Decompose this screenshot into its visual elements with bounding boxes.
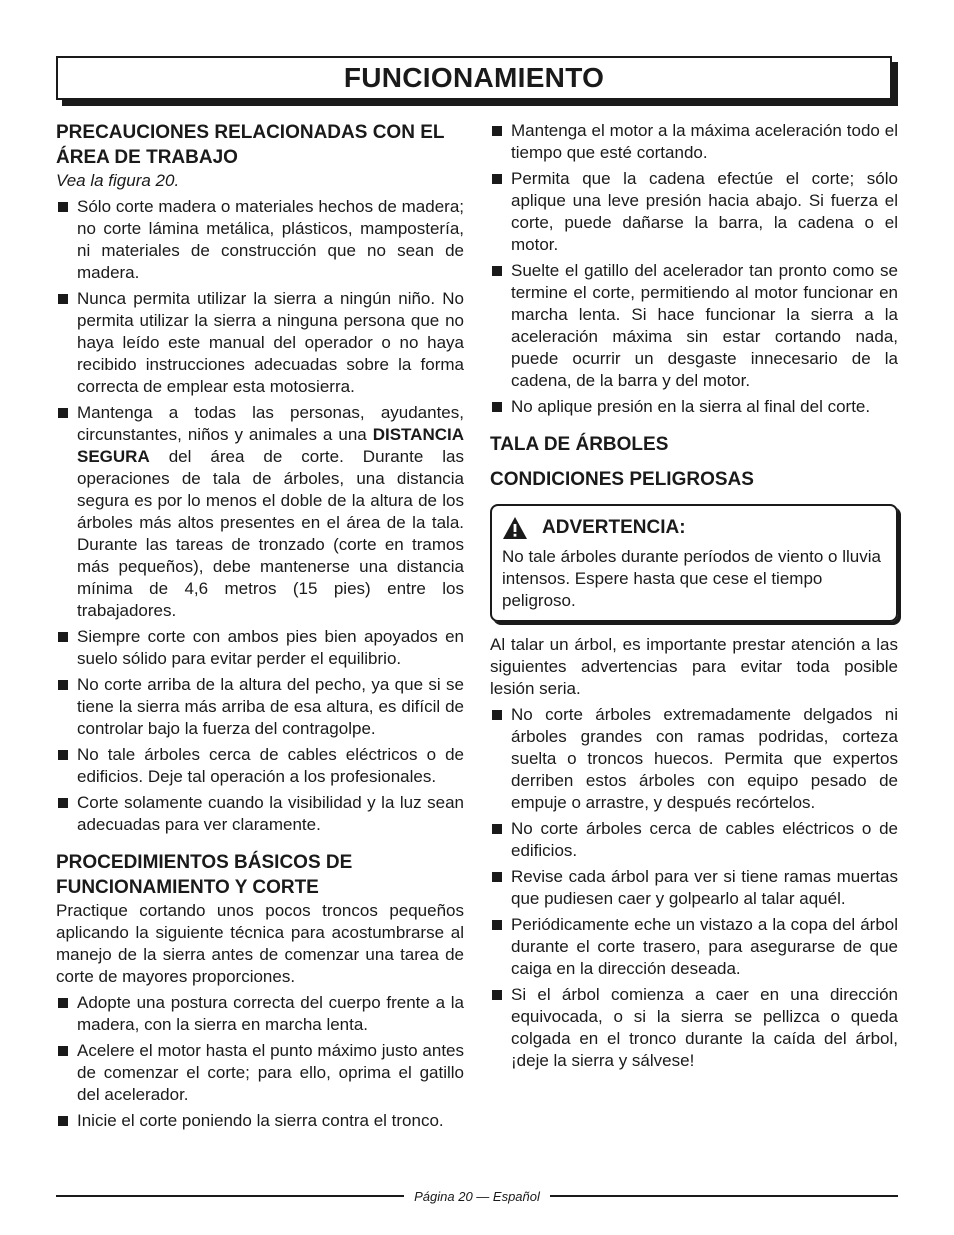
- bullet-square-icon: [58, 1046, 68, 1056]
- list-item: Sólo corte madera o materiales hechos de madera; no corte lámina metálica, plásticos, mampostería, ni materiales de construcción que no sean de madera.: [56, 196, 464, 284]
- list-item: Adopte una postura correcta del cuerpo frente a la madera, con la sierra en marcha lenta.: [56, 992, 464, 1036]
- warning-text: No tale árboles durante períodos de viento o lluvia intensos. Espere hasta que cese el tiempo peligroso.: [502, 547, 881, 610]
- bullet-square-icon: [492, 710, 502, 720]
- list-item: Mantenga a todas las personas, ayudantes, circunstantes, niños y animales a una DISTANCIA SEGURA del área de corte. Durante las operaciones de tala de árboles, una distancia segura es por lo menos el doble de la altura de los árboles más altos presentes en el área de la tala. Durante las tareas de tronzado (corte en tramos más pequeños), debe mantenerse una distancia mínima de 4,6 metros (15 pies) entre los trabajadores.: [56, 402, 464, 622]
- warning-header: [502, 516, 886, 540]
- bullet-square-icon: [58, 202, 68, 212]
- warning-label: ADVERTENCIA:: [542, 517, 686, 538]
- section-heading-hazards: CONDICIONES PELIGROSAS: [490, 469, 754, 490]
- bullet-square-icon: [58, 1116, 68, 1126]
- warning-box: [490, 504, 898, 622]
- bullet-square-icon: [492, 402, 502, 412]
- list-item: Mantenga el motor a la máxima aceleración todo el tiempo que esté cortando.: [490, 120, 898, 164]
- bullet-square-icon: [492, 824, 502, 834]
- section-heading-area: PRECAUCIONES RELACIONADAS CON EL ÁREA DE TRABAJO: [56, 122, 445, 168]
- footer-rule-left: [56, 1195, 404, 1197]
- bullet-square-icon: [58, 408, 68, 418]
- right-column: [490, 120, 898, 1076]
- list-item: No aplique presión en la sierra al final del corte.: [490, 396, 898, 418]
- section-heading-felling: TALA DE ÁRBOLES: [490, 434, 669, 455]
- bullet-square-icon: [58, 632, 68, 642]
- bullet-square-icon: [492, 872, 502, 882]
- bullet-square-icon: [58, 750, 68, 760]
- bullet-square-icon: [58, 998, 68, 1008]
- bullet-square-icon: [58, 680, 68, 690]
- bullet-square-icon: [492, 990, 502, 1000]
- list-item: Suelte el gatillo del acelerador tan pronto como se termine el corte, permitiendo al motor funcionar en marcha lenta. Si hace funcionar la sierra a la aceleración máxima sin estar cortando nada, puede ocurrir un desgaste innecesario de la cadena, de la barra y del motor.: [490, 260, 898, 392]
- list-item: Siempre corte con ambos pies bien apoyados en suelo sólido para evitar perder el equilibrio.: [56, 626, 464, 670]
- page-title-frame: [56, 56, 892, 100]
- page-footer: [56, 1186, 898, 1206]
- list-item: Permita que la cadena efectúe el corte; sólo aplique una leve presión hacia abajo. Si fuerza el corte, puede dañarse la barra, la cadena o el motor.: [490, 168, 898, 256]
- list-item: No tale árboles cerca de cables eléctricos o de edificios. Deje tal operación a los profesionales.: [56, 744, 464, 788]
- bullet-square-icon: [492, 174, 502, 184]
- left-column: [56, 120, 464, 1136]
- procedures-intro: Practique cortando unos pocos troncos pequeños aplicando la siguiente técnica para acostumbrarse al manejo de la sierra antes de comenzar una tarea de corte de mayores proporciones.: [56, 901, 464, 986]
- footer-rule-right: [550, 1195, 898, 1197]
- list-item: Corte solamente cuando la visibilidad y la luz sean adecuadas para ver claramente.: [56, 792, 464, 836]
- list-item: Nunca permita utilizar la sierra a ningún niño. No permita utilizar la sierra a ninguna persona que no haya leído este manual del operador o no haya recibido instrucciones adecuadas sobre la forma correcta de emplear esta motosierra.: [56, 288, 464, 398]
- list-item: Si el árbol comienza a caer en una dirección equivocada, o si la sierra se pellizca o queda colgada en el tronco durante la caída del árbol, ¡deje la sierra y sálvese!: [490, 984, 898, 1072]
- list-item: Revise cada árbol para ver si tiene ramas muertas que pudiesen caer y golpearlo al talar aquél.: [490, 866, 898, 910]
- list-item: Acelere el motor hasta el punto máximo justo antes de comenzar el corte; para ello, oprima el gatillo del acelerador.: [56, 1040, 464, 1106]
- safe-distance-emphasis: DISTANCIA SEGURA: [77, 425, 464, 466]
- bullet-square-icon: [492, 126, 502, 136]
- bullet-square-icon: [492, 920, 502, 930]
- bullet-square-icon: [58, 294, 68, 304]
- bullet-square-icon: [58, 798, 68, 808]
- list-item: No corte arriba de la altura del pecho, ya que si se tiene la sierra más arriba de esa altura, es difícil de controlar bajo la fuerza del contragolpe.: [56, 674, 464, 740]
- felling-intro: Al talar un árbol, es importante prestar atención a las siguientes advertencias para evitar toda posible lesión seria.: [490, 635, 898, 698]
- figure-note: Vea la figura 20.: [56, 171, 180, 190]
- page-number: Página 20 — Español: [414, 1188, 540, 1204]
- procedures-list: [56, 992, 464, 1132]
- area-precautions-list: [56, 196, 464, 836]
- warning-triangle-icon: [502, 516, 528, 540]
- page-title-box: [56, 56, 892, 100]
- bullet-square-icon: [492, 266, 502, 276]
- page-title: FUNCIONAMIENTO: [343, 62, 605, 93]
- list-item: Inicie el corte poniendo la sierra contra el tronco.: [56, 1110, 464, 1132]
- list-item: Periódicamente eche un vistazo a la copa del árbol durante el corte trasero, para asegurarse de que caiga en la dirección deseada.: [490, 914, 898, 980]
- list-item: No corte árboles cerca de cables eléctricos o de edificios.: [490, 818, 898, 862]
- section-heading-procedures: PROCEDIMIENTOS BÁSICOS DE FUNCIONAMIENTO Y CORTE: [56, 852, 353, 898]
- felling-warnings-list: [490, 704, 898, 1072]
- list-item: No corte árboles extremadamente delgados ni árboles grandes con ramas podridas, corteza suelta o troncos huecos. Permita que expertos derriben estos árboles con equipo pesado de empuje o arrastre, y después recórtelos.: [490, 704, 898, 814]
- cutting-tips-list: [490, 120, 898, 418]
